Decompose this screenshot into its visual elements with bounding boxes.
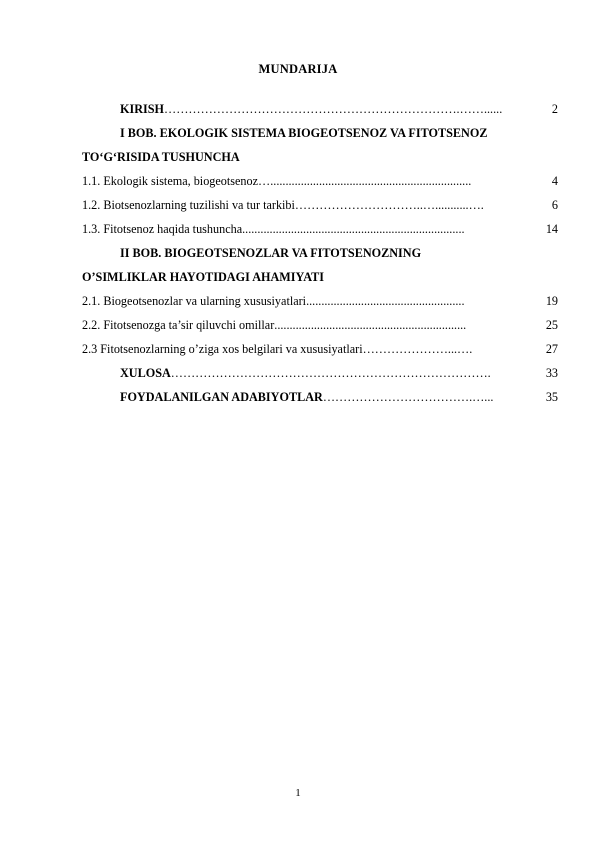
toc-chapter-1-heading: I BOB. EKOLOGIK SISTEMA BIOGEOTSENOZ VA FITOTSENOZ bbox=[120, 126, 488, 140]
toc-page-number: 4 bbox=[551, 174, 558, 188]
toc-leader-dots: ............................................................... bbox=[274, 318, 467, 332]
toc-leader-dots: ......................................................................... bbox=[242, 222, 465, 236]
toc-entry-1-2 bbox=[82, 196, 558, 214]
toc-label: FOYDALANILGAN ADABIYOTLAR bbox=[120, 390, 323, 404]
toc-entry-2-3 bbox=[82, 340, 558, 358]
toc-leader-dots: ……………………………………………………………….……...... bbox=[164, 102, 503, 116]
toc-page-number: 33 bbox=[545, 366, 558, 380]
toc-label: XULOSA bbox=[120, 366, 171, 380]
toc-entry-1-1 bbox=[82, 172, 558, 190]
page-number: 1 bbox=[295, 787, 301, 799]
toc-page-number: 14 bbox=[545, 222, 558, 236]
toc-entry-adabiyotlar bbox=[82, 388, 558, 406]
toc-page-number: 25 bbox=[545, 318, 558, 332]
toc-entry-2-1 bbox=[82, 292, 558, 310]
toc-entry-2-2 bbox=[82, 316, 558, 334]
toc-label: 2.2. Fitotsenozga ta’sir qiluvchi omillar bbox=[82, 318, 275, 332]
toc-entry-1-3 bbox=[82, 220, 558, 238]
toc-label: 2.3 Fitotsenozlarning o’ziga xos belgilari va xususiyatlari bbox=[82, 342, 363, 356]
toc-label: 1.1. Ekologik sistema, biogeotsenoz bbox=[82, 174, 259, 188]
toc-page-number: 6 bbox=[551, 198, 558, 212]
toc-page-number: 19 bbox=[545, 294, 558, 308]
toc-leader-dots: …………………………..…...........…. bbox=[294, 198, 484, 212]
toc-label: 1.3. Fitotsenoz haqida tushuncha bbox=[82, 222, 243, 236]
toc-label: KIRISH bbox=[120, 102, 165, 116]
toc-leader-dots: ……………………………….…... bbox=[322, 390, 494, 404]
toc-entry-kirish bbox=[82, 100, 558, 118]
toc-leader-dots: …………………...…. bbox=[362, 342, 473, 356]
toc-leader-dots: ……………………………………………………………………. bbox=[170, 366, 491, 380]
document-title: MUNDARIJA bbox=[258, 62, 338, 76]
toc-page-number: 35 bbox=[545, 390, 558, 404]
toc-chapter-2-heading-cont: O’SIMLIKLAR HAYOTIDAGI AHAMIYATI bbox=[82, 270, 324, 284]
toc-entry-xulosa bbox=[82, 364, 558, 382]
toc-page-number: 2 bbox=[551, 102, 558, 116]
toc-leader-dots: .................................................... bbox=[306, 294, 465, 308]
toc-label: 2.1. Biogeotsenozlar va ularning xususiyatlari bbox=[82, 294, 307, 308]
toc-leader-dots: ….................................................................. bbox=[258, 174, 472, 188]
toc-chapter-1-heading-cont: TO‘G‘RISIDA TUSHUNCHA bbox=[82, 150, 240, 164]
toc-page-number: 27 bbox=[545, 342, 558, 356]
toc-label: 1.2. Biotsenozlarning tuzilishi va tur tarkibi bbox=[82, 198, 295, 212]
toc-chapter-2-heading: II BOB. BIOGEOTSENOZLAR VA FITOTSENOZNING bbox=[120, 246, 422, 260]
